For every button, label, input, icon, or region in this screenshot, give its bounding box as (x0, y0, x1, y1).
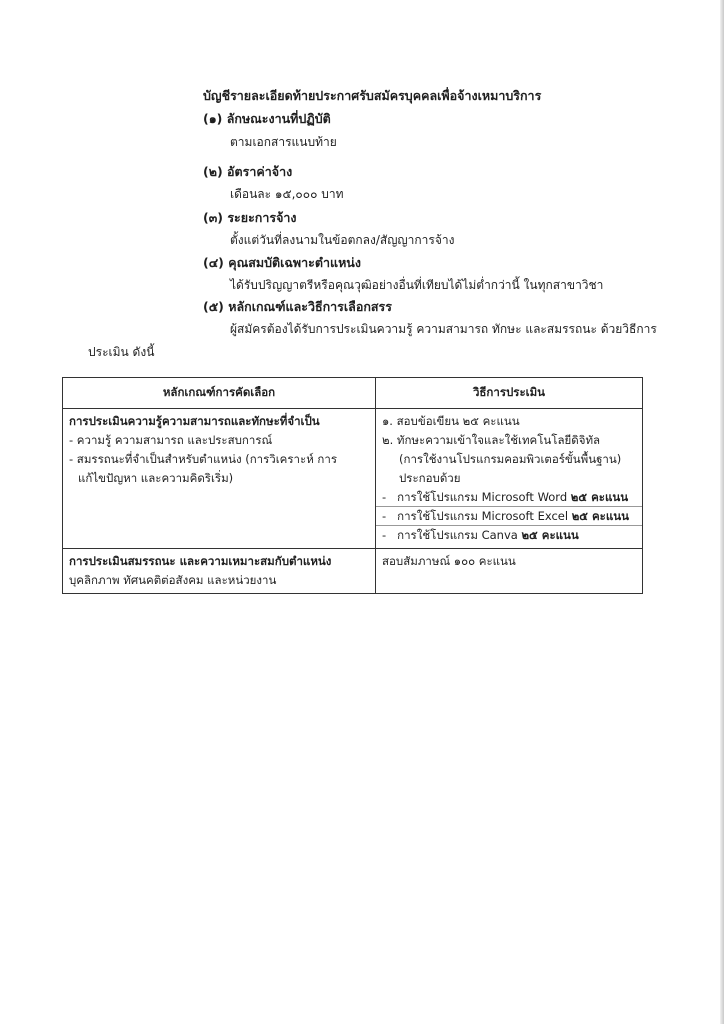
section-2-body: เดือนละ ๑๕,๐๐๐ บาท (230, 187, 344, 201)
header-method: วิธีการประเมิน (376, 378, 643, 409)
method-sub-item (382, 488, 636, 507)
dash-marker: - (382, 490, 387, 504)
criteria-cell (63, 409, 376, 549)
section-5-body: ผู้สมัครต้องได้รับการประเมินความรู้ ความสามารถ ทักษะ และสมรรถนะ ด้วยวิธีการ (230, 322, 657, 336)
method-sub-item (382, 507, 636, 526)
sub-item-score: ๒๕ คะแนน (521, 528, 579, 542)
section-5-continuation: ประเมิน ดังนี้ (88, 345, 155, 359)
sub-item-text: การใช้โปรแกรม Canva (397, 528, 518, 542)
sub-item-score: ๒๕ คะแนน (571, 509, 629, 523)
page-edge-shadow (720, 0, 724, 1024)
table-row (63, 549, 643, 594)
criteria-item: บุคลิกภาพ ทัศนคติต่อสังคม และหน่วยงาน (69, 573, 277, 587)
criteria-item: - ความรู้ ความสามารถ และประสบการณ์ (69, 433, 273, 447)
section-2-heading: (๒) อัตราค่าจ้าง (203, 164, 293, 179)
sub-item-text: การใช้โปรแกรม Microsoft Excel (397, 509, 569, 523)
section-3-body: ตั้งแต่วันที่ลงนามในข้อตกลง/สัญญาการจ้าง (230, 233, 455, 247)
section-1-heading: (๑) ลักษณะงานที่ปฏิบัติ (203, 111, 331, 126)
section-1-body: ตามเอกสารแนบท้าย (230, 135, 337, 149)
table-row (63, 409, 643, 549)
sub-item-text: การใช้โปรแกรม Microsoft Word (397, 490, 568, 504)
criteria-title: การประเมินสมรรถนะ และความเหมาะสมกับตำแหน่ง (69, 554, 332, 568)
criteria-cell (63, 549, 376, 594)
method-item: สอบสัมภาษณ์ ๑๐๐ คะแนน (382, 554, 516, 568)
sub-item-score: ๒๕ คะแนน (570, 490, 629, 504)
header-criteria: หลักเกณฑ์การคัดเลือก (63, 378, 376, 409)
method-item-continuation: ประกอบด้วย (399, 471, 461, 485)
section-4-body: ได้รับปริญญาตรีหรือคุณวุฒิอย่างอื่นที่เทียบได้ไม่ต่ำกว่านี้ ในทุกสาขาวิชา (230, 278, 604, 292)
method-item: ๒. ทักษะความเข้าใจและใช้เทคโนโลยีดิจิทัล (382, 433, 601, 447)
method-cell (376, 549, 643, 594)
criteria-item: - สมรรถนะที่จำเป็นสำหรับตำแหน่ง (การวิเคราะห์ การ (69, 452, 338, 466)
section-4-heading: (๔) คุณสมบัติเฉพาะตำแหน่ง (203, 255, 361, 270)
criteria-table (62, 377, 643, 594)
dash-marker: - (382, 528, 387, 542)
table-header-row (63, 378, 643, 409)
document-title: บัญชีรายละเอียดท้ายประกาศรับสมัครบุคคลเพื่อจ้างเหมาบริการ (203, 88, 542, 103)
section-3-heading: (๓) ระยะการจ้าง (203, 210, 297, 225)
method-sub-item (382, 526, 636, 545)
section-5-heading: (๕) หลักเกณฑ์และวิธีการเลือกสรร (203, 299, 392, 314)
dash-marker: - (382, 509, 387, 523)
criteria-item-continuation: แก้ไขปัญหา และความคิดริเริ่ม) (78, 471, 234, 485)
method-item-continuation: (การใช้งานโปรแกรมคอมพิวเตอร์ขั้นพื้นฐาน) (399, 452, 622, 466)
method-cell (376, 409, 643, 549)
method-item: ๑. สอบข้อเขียน ๒๕ คะแนน (382, 414, 520, 428)
criteria-title: การประเมินความรู้ความสามารถและทักษะที่จำเป็น (69, 414, 320, 428)
